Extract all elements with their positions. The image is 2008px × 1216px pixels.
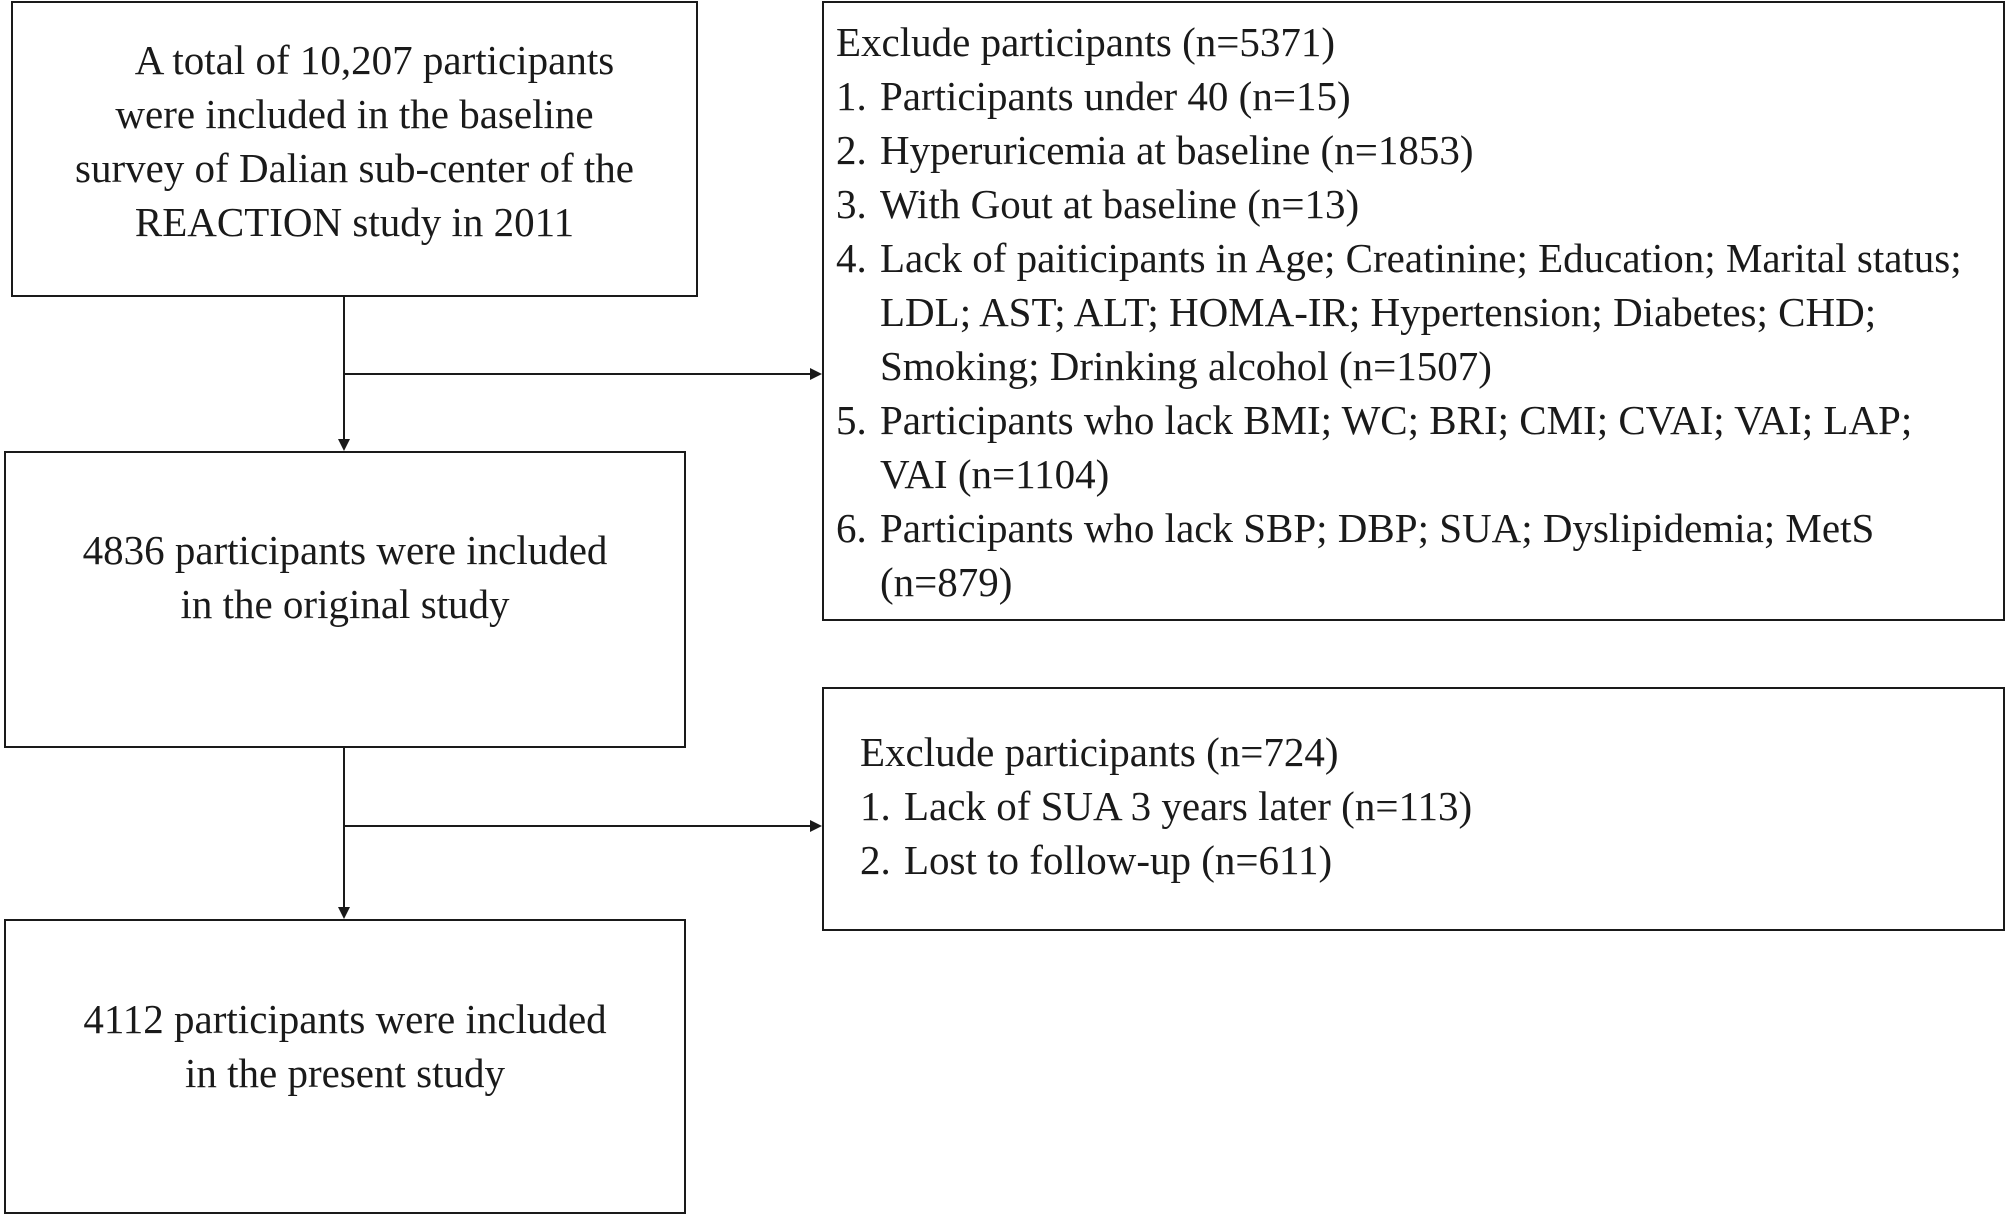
exclusion-box-baseline bbox=[822, 1, 2005, 621]
exclusion-item-text: Lost to follow-up (n=611) bbox=[904, 837, 1333, 883]
baseline-line: A total of 10,207 participants bbox=[134, 37, 615, 83]
exclusion-item bbox=[836, 231, 1983, 393]
exclusion-item bbox=[860, 833, 1983, 887]
exclusion-item-number: 2. bbox=[836, 127, 867, 173]
exclusion-box-followup bbox=[822, 687, 2005, 931]
exclusion-item bbox=[836, 69, 1983, 123]
present-study-box bbox=[4, 919, 686, 1214]
exclusion-item-text: With Gout at baseline (n=13) bbox=[880, 181, 1360, 227]
present-box-text bbox=[6, 992, 684, 1100]
exclusion-item-number: 4. bbox=[836, 235, 867, 281]
baseline-line: REACTION study in 2011 bbox=[134, 199, 575, 245]
present-line: in the present study bbox=[185, 1050, 505, 1096]
exclusion-item-text: Participants who lack BMI; WC; BRI; CMI; CVAI; VAI; LAP; VAI (n=1104) bbox=[880, 397, 1913, 497]
exclusion-title: Exclude participants (n=724) bbox=[860, 729, 1339, 775]
exclusion-item-text: Participants who lack SBP; DBP; SUA; Dyslipidemia; MetS (n=879) bbox=[880, 505, 1875, 605]
exclusion-item-number: 2. bbox=[860, 837, 891, 883]
exclusion-item bbox=[860, 779, 1983, 833]
exclusion-item-text: Participants under 40 (n=15) bbox=[880, 73, 1351, 119]
exclusion-item-number: 1. bbox=[836, 73, 867, 119]
baseline-line: were included in the baseline bbox=[115, 91, 594, 137]
original-box-text bbox=[6, 523, 684, 631]
original-study-box bbox=[4, 451, 686, 748]
exclusion-item-text: Lack of SUA 3 years later (n=113) bbox=[904, 783, 1473, 829]
exclusion-item bbox=[836, 177, 1983, 231]
exclusion-item-text: Hyperuricemia at baseline (n=1853) bbox=[880, 127, 1474, 173]
baseline-box-text bbox=[13, 33, 696, 249]
exclusion-list bbox=[836, 69, 1983, 609]
present-line: 4112 participants were included bbox=[83, 996, 607, 1042]
exclusion-title: Exclude participants (n=5371) bbox=[836, 19, 1336, 65]
exclusion-item-number: 5. bbox=[836, 397, 867, 443]
exclusion-item bbox=[836, 501, 1983, 609]
exclusion-item bbox=[836, 123, 1983, 177]
baseline-participants-box bbox=[11, 1, 698, 297]
exclusion-item-number: 3. bbox=[836, 181, 867, 227]
baseline-line: survey of Dalian sub-center of the bbox=[75, 145, 634, 191]
exclusion-item-number: 6. bbox=[836, 505, 867, 551]
original-line: 4836 participants were included bbox=[82, 527, 608, 573]
exclusion-item-number: 1. bbox=[860, 783, 891, 829]
exclusion-list bbox=[860, 779, 1983, 887]
exclusion-item-text: Lack of paiticipants in Age; Creatinine; Education; Marital status; LDL; AST; ALT; HOMA-IR; Hypertension; Diabetes; CHD; Smoking; Drinking alcohol (n=1507) bbox=[880, 235, 1962, 389]
original-line: in the original study bbox=[180, 581, 510, 627]
exclusion-item bbox=[836, 393, 1983, 501]
